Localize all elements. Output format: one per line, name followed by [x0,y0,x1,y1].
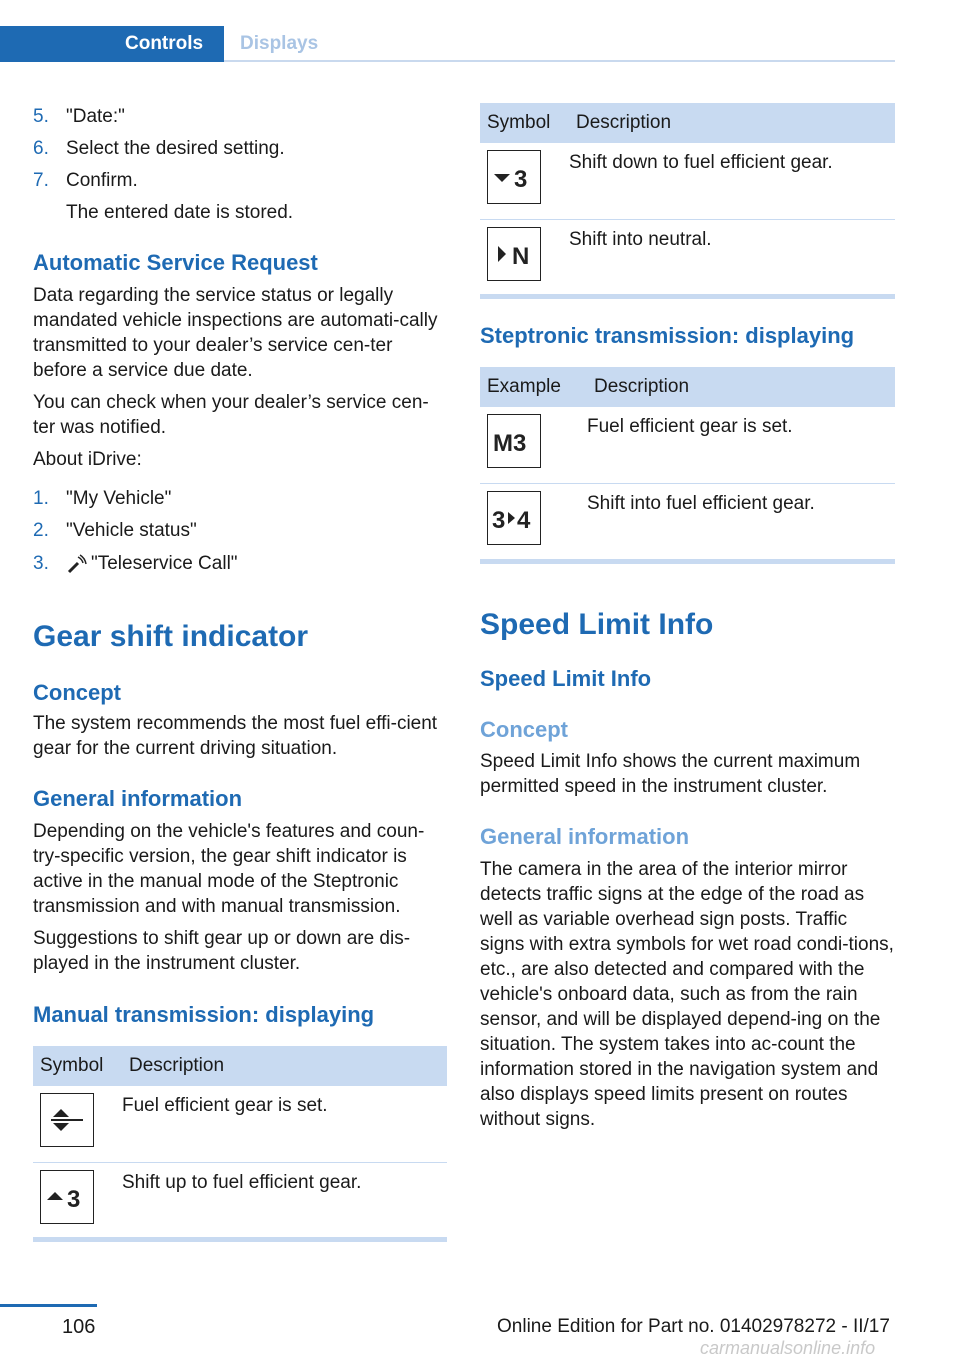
section-heading: Steptronic transmission: displaying [480,323,855,348]
paragraph: Depending on the vehicle's features and coun‐try-specific version, the gear shift indicator is active in the manual mode of the Steptronic transmission and with manual transmission. [33,821,425,917]
svg-text:3: 3 [492,506,506,533]
table-cell: Fuel efficient gear is set. [587,407,895,483]
tab-displays[interactable]: Displays [240,33,319,54]
section-heading: Manual transmission: displaying [33,1002,375,1027]
column-header: Symbol [480,103,569,143]
section-heading: Concept [33,680,121,705]
table-bottom-rule [33,1237,447,1242]
column-header: Description [587,367,895,407]
svg-text:3: 3 [514,166,528,192]
paragraph: Speed Limit Info shows the current maximum permitted speed in the instrument cluster. [480,751,861,797]
table-row [480,219,895,295]
shift-down-3-icon [487,150,541,204]
paragraph: About iDrive: [33,449,142,470]
header-divider [224,60,895,62]
table-row [480,143,895,219]
column-header: Description [122,1046,447,1086]
svg-text:4: 4 [517,506,531,533]
paragraph: Suggestions to shift gear up or down are dis‐played in the instrument cluster. [33,928,411,974]
table-row [33,1162,447,1238]
table-cell: Fuel efficient gear is set. [122,1086,447,1162]
section-heading: Speed Limit Info [480,666,652,691]
paragraph: The system recommends the most fuel effi‐cient gear for the current driving situation. [33,713,438,759]
svg-text:N: N [512,242,530,269]
tab-controls[interactable]: Controls [0,26,224,62]
chapter-heading: Gear shift indicator [33,620,309,653]
column-header: Example [480,367,587,407]
page-header [0,0,960,64]
column-header: Symbol [33,1046,122,1086]
paragraph: Data regarding the service status or legally mandated vehicle inspections are automati‐cally transmitted to your dealer’s service cen‐ter before a service due date. [33,285,438,381]
table-cell: Shift into neutral. [569,228,712,250]
table-row [480,483,895,559]
edition-note: Online Edition for Part no. 01402978272 - II/17 [497,1316,890,1337]
paragraph: You can check when your dealer’s service cen‐ter was notified. [33,392,429,438]
steptronic-table [480,367,895,559]
shift-neutral-icon [487,227,541,281]
table-cell: Shift into fuel efficient gear. [587,492,815,514]
chapter-heading: Speed Limit Info [480,608,714,641]
column-header: Description [569,103,895,143]
table-cell: Shift up to fuel efficient gear. [122,1171,362,1193]
table-bottom-rule [480,294,895,299]
shift-up-3-icon [40,1170,94,1224]
section-heading: Automatic Service Request [33,250,318,275]
table-cell: Shift down to fuel efficient gear. [569,143,895,219]
page-number: 106 [62,1316,96,1338]
m3-icon [487,414,541,468]
table-row [480,407,895,483]
wrench-icon [66,553,88,582]
paragraph: The camera in the area of the interior mirror detects traffic signs at the edge of the road as well as variable overhead sign posts. Traffic signs with extra symbols for wet road condi‐tions, etc., are also detected and compared with the vehicle's onboard data, such as from the rain sensor, and will be displayed depend‐ing on the situation. The system takes into ac‐count the information stored in the navigation system and also displays speed limits present on routes without signs. [480,859,894,1130]
manual-transmission-table [33,1046,447,1238]
footer-rule [0,1304,97,1307]
shift-3-to-4-icon [487,491,541,545]
svg-text:3: 3 [67,1185,81,1212]
shift-up-down-icon [40,1093,94,1147]
svg-text:M3: M3 [493,430,527,456]
table-bottom-rule [480,559,895,564]
manual-transmission-table-continued [480,103,895,295]
subsection-heading: Concept [480,717,568,742]
section-heading: General information [33,786,243,811]
watermark: carmanualsonline.info [700,1338,876,1358]
table-row [33,1086,447,1162]
subsection-heading: General information [480,824,690,849]
